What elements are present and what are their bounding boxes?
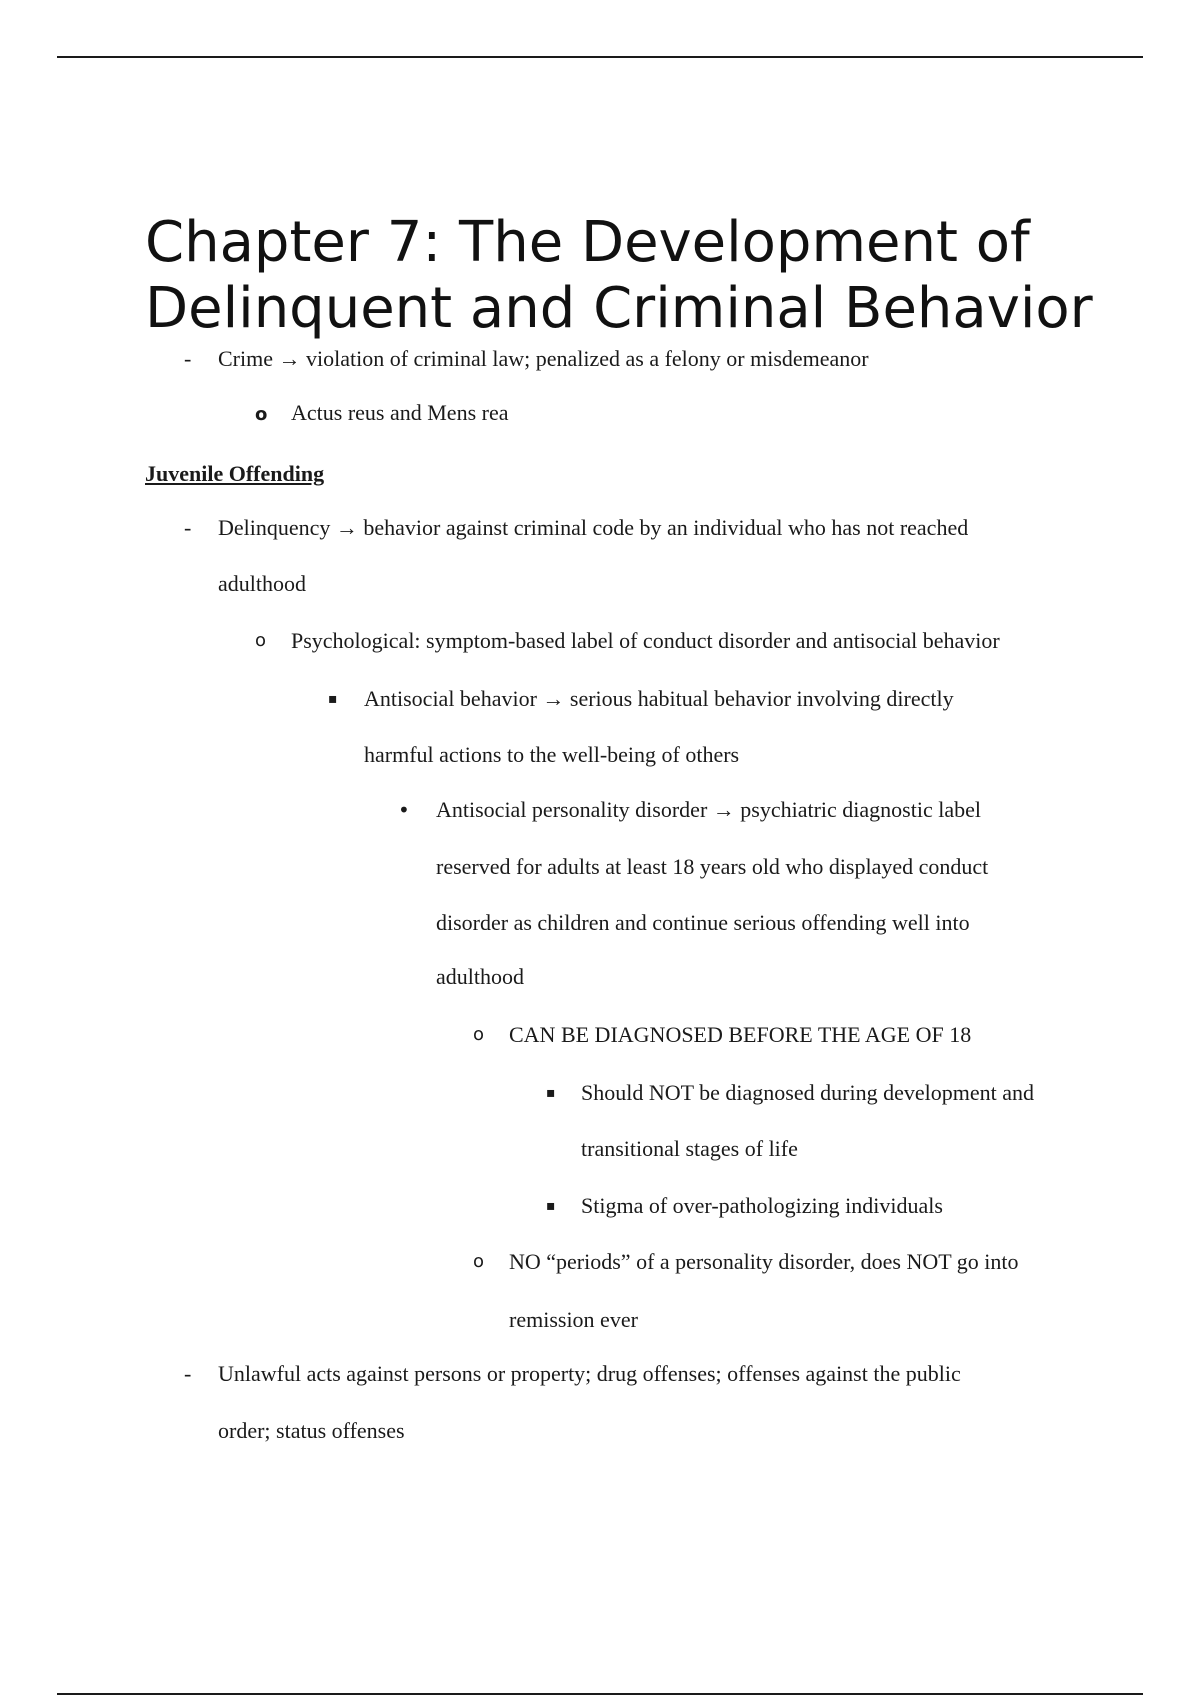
unlawful-line-1: Unlawful acts against persons or property; drug offenses; offenses against the public (218, 1361, 961, 1386)
antisocial-behavior-line-2: harmful actions to the well-being of others (364, 742, 740, 767)
circle-bullet: o (255, 404, 268, 425)
aspd-line-2: reserved for adults at least 18 years old who displayed conduct (436, 854, 989, 879)
delinquency-line-1: Delinquency → behavior against criminal code by an individual who has not reached (218, 515, 969, 540)
bottom-rule (57, 1693, 1143, 1695)
actus-reus-item: Actus reus and Mens rea (291, 400, 509, 425)
delinquency-line-2: adulthood (218, 571, 306, 596)
unlawful-line-2: order; status offenses (218, 1418, 405, 1443)
no-periods-line-1: NO “periods” of a personality disorder, does NOT go into (509, 1249, 1019, 1274)
page-title (145, 210, 1145, 342)
antisocial-behavior-line-1: Antisocial behavior → serious habitual behavior involving directly (364, 686, 954, 711)
aspd-line-4: adulthood (436, 964, 524, 989)
top-rule (57, 56, 1143, 58)
dash-bullet: - (184, 515, 192, 540)
should-not-line-1: Should NOT be diagnosed during development and (581, 1080, 1034, 1105)
circle-bullet: o (255, 630, 267, 651)
circle-bullet: o (473, 1024, 485, 1045)
dash-bullet: - (184, 346, 192, 371)
title-line-1: Chapter 7: The Development of (145, 210, 1030, 275)
circle-bullet: o (473, 1251, 485, 1272)
title-line-2: Delinquent and Criminal Behavior (145, 276, 1093, 341)
stigma-item: Stigma of over-pathologizing individuals (581, 1193, 943, 1218)
aspd-line-1: Antisocial personality disorder → psychiatric diagnostic label (436, 797, 981, 822)
psychological-item: Psychological: symptom-based label of conduct disorder and antisocial behavior (291, 628, 1000, 653)
square-bullet: ▪ (328, 691, 338, 707)
square-bullet: ▪ (546, 1085, 556, 1101)
aspd-line-3: disorder as children and continue serious offending well into (436, 910, 970, 935)
should-not-line-2: transitional stages of life (581, 1136, 798, 1161)
dot-bullet: • (398, 798, 410, 822)
can-be-diagnosed-item: CAN BE DIAGNOSED BEFORE THE AGE OF 18 (509, 1022, 972, 1047)
no-periods-line-2: remission ever (509, 1307, 638, 1332)
section-heading: Juvenile Offending (145, 461, 325, 486)
crime-definition: Crime → violation of criminal law; penalized as a felony or misdemeanor (218, 346, 869, 371)
dash-bullet: - (184, 1361, 192, 1386)
square-bullet: ▪ (546, 1198, 556, 1214)
